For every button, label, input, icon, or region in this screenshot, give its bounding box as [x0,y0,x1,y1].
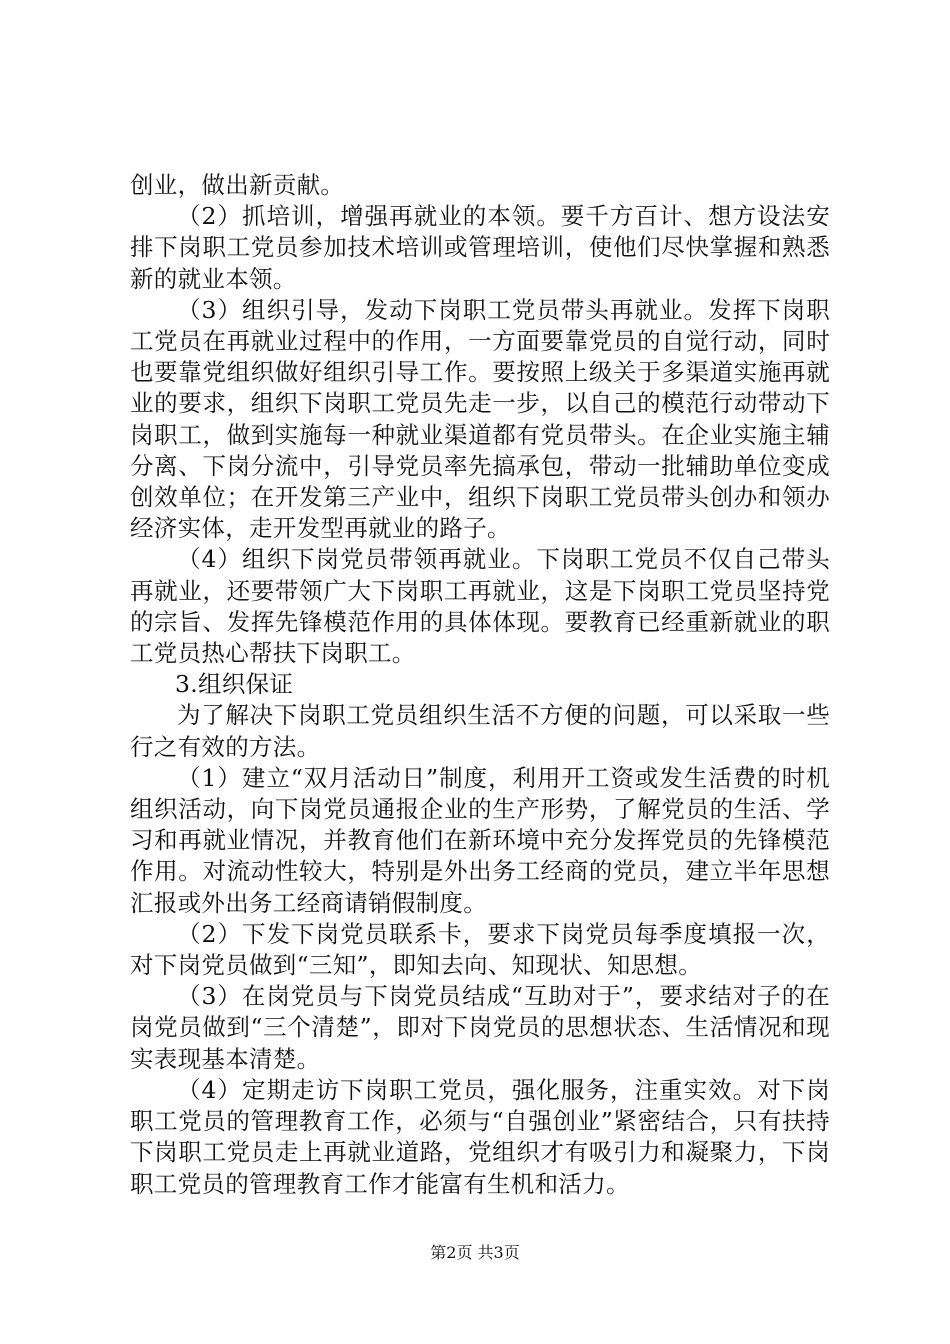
paragraph-intro-methods: 为了解决下岗职工党员组织生活不方便的问题，可以采取一些行之有效的方法。 [130,701,830,761]
paragraph-continuation: 创业，做出新贡献。 [130,171,345,199]
paragraph-item-2-training: （2）抓培训，增强再就业的本领。要千方百计、想方设法安排下岗职工党员参加技术培训或管理培训，使他们尽快掌握和熟悉新的就业本领。 [130,202,830,293]
paragraph-item-3-guidance: （3）组织引导，发动下岗职工党员带头再就业。发挥下岗职工党员在再就业过程中的作用，一方面要靠党员的自觉行动，同时也要靠党组织做好组织引导工作。要按照上级关于多渠道实施再就业的要求，组织下岗职工党员先走一步，以自己的模范行动带动下岗职工，做到实施每一种就业渠道都有党员带头。在企业实施主辅分离、下岗分流中，引导党员率先搞承包，带动一批辅助单位变成创效单位；在开发第三产业中，组织下岗职工党员带头创办和领办经济实体，走开发型再就业的路子。 [130,295,830,543]
paragraph-method-2: （2）下发下岗党员联系卡，要求下岗党员每季度填报一次，对下岗党员做到“三知”，即知去向、知现状、知思想。 [130,919,830,980]
document-body [130,170,830,1200]
paragraph-method-1: （1）建立“双月活动日”制度，利用开工资或发生活费的时机组织活动，向下岗党员通报企业的生产形势，了解党员的生活、学习和再就业情况，并教育他们在新环境中充分发挥党员的先锋模范作用。对流动性较大，特别是外出务工经商的党员，建立半年思想汇报或外出务工经商请销假制度。 [130,763,830,917]
paragraph-item-4-lead: （4）组织下岗党员带领再就业。下岗职工党员不仅自己带头再就业，还要带领广大下岗职工再就业，这是下岗职工党员坚持党的宗旨、发挥先锋模范作用的具体体现。要教育已经重新就业的职工党员热心帮扶下岗职工。 [130,545,830,668]
section-heading-organization-guarantee: 3.组织保证 [175,670,294,699]
paragraph-method-4: （4）定期走访下岗职工党员，强化服务，注重实效。对下岗职工党员的管理教育工作，必须与“自强创业”紧密结合，只有扶持下岗职工党员走上再就业道路，党组织才有吸引力和凝聚力，下岗职工党员的管理教育工作才能富有生机和活力。 [130,1075,830,1198]
paragraph-method-3: （3）在岗党员与下岗党员结成“互助对于”，要求结对子的在岗党员做到“三个清楚”，即对下岗党员的思想状态、生活情况和现实表现基本清楚。 [130,982,830,1073]
page-number-footer: 第2页 共3页 [430,1243,520,1262]
